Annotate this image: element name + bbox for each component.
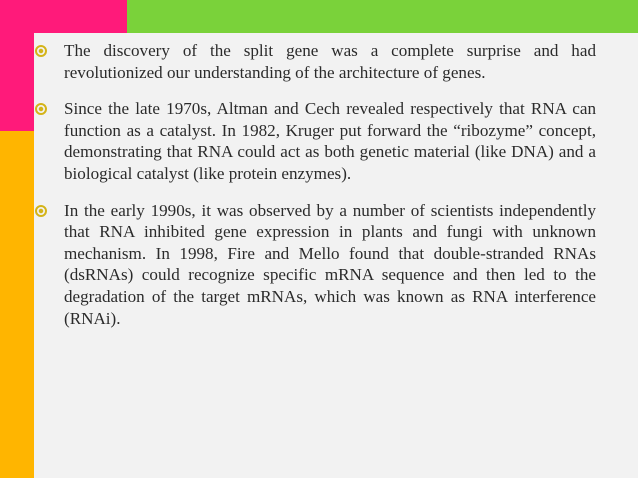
bullet-text: The discovery of the split gene was a complete surprise and had revolutionized our understanding of the architecture of genes. [64, 41, 596, 82]
ringed-circle-bullet-icon [35, 205, 47, 217]
bullet-item-ribozyme [32, 98, 596, 184]
bullet-text: In the early 1990s, it was observed by a number of scientists independently that RNA inhibited gene expression in plants and fungi with unknown mechanism. In 1998, Fire and Mello found that double-stranded RNAs (dsRNAs) could recognize specific mRNA sequence and then led to the degradation of the target mRNAs, which was known as RNA interference (RNAi). [64, 200, 596, 328]
bullet-text: Since the late 1970s, Altman and Cech revealed respectively that RNA can function as a catalyst. In 1982, Kruger put forward the “ribozyme” concept, demonstrating that RNA could act as both genetic material (like DNA) and a biological catalyst (like protein enzymes). [64, 99, 596, 183]
ringed-circle-bullet-icon [35, 45, 47, 57]
bullet-item-rnai [32, 200, 596, 330]
ringed-circle-bullet-icon [35, 103, 47, 115]
bullet-item-split-gene [32, 40, 596, 83]
bullet-list [32, 40, 596, 329]
